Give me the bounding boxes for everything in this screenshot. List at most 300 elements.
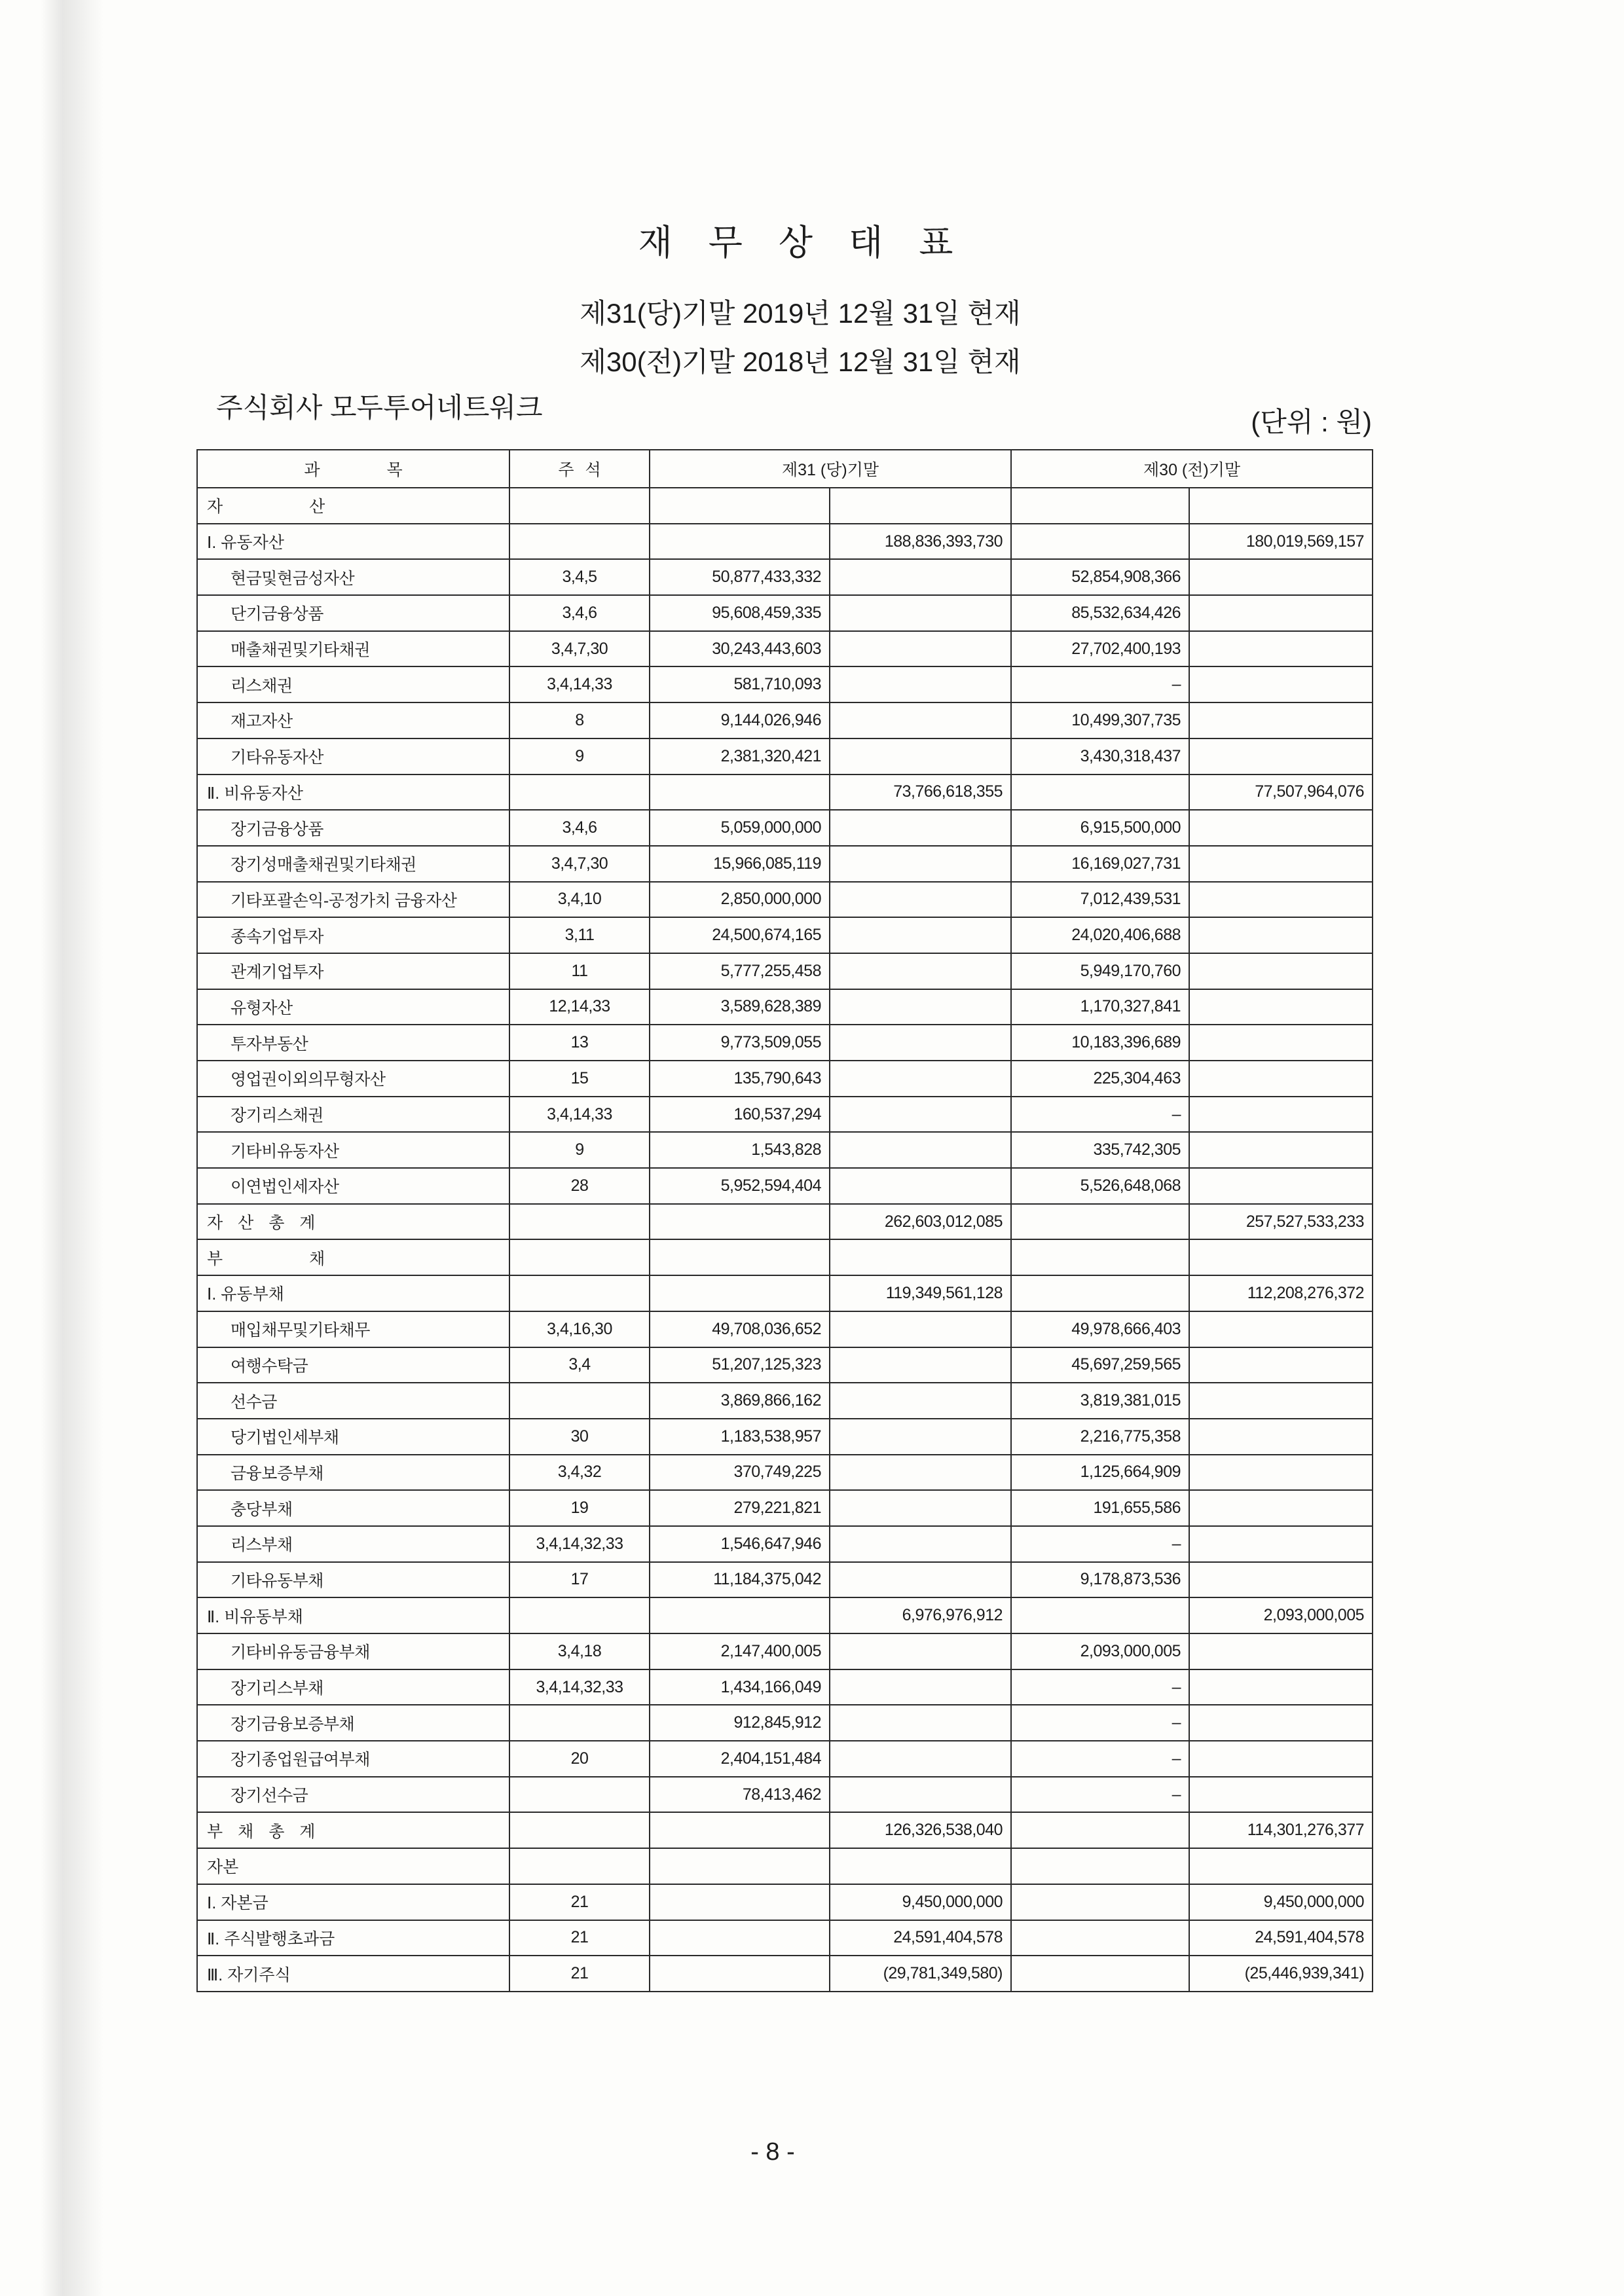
current-total-amount — [830, 953, 1011, 989]
note-cell: 12,14,33 — [509, 989, 650, 1025]
group-label: Ⅰ. 자본금 — [197, 1884, 509, 1920]
prior-total-amount — [1189, 846, 1373, 882]
current-total-amount — [830, 1097, 1011, 1133]
current-detail-amount: 15,966,085,119 — [650, 846, 830, 882]
current-detail-amount: 581,710,093 — [650, 666, 830, 702]
current-total-amount — [830, 488, 1011, 524]
balance-sheet-body — [197, 488, 1373, 1992]
current-detail-amount: 5,777,255,458 — [650, 953, 830, 989]
section-heading-row — [197, 488, 1373, 524]
prior-total-amount — [1189, 1562, 1373, 1598]
prior-detail-amount: – — [1011, 1705, 1189, 1741]
current-detail-amount: 51,207,125,323 — [650, 1347, 830, 1383]
current-total-amount — [830, 1455, 1011, 1491]
line-item-row — [197, 1777, 1373, 1813]
note-cell: 11 — [509, 953, 650, 989]
prior-detail-amount: 85,532,634,426 — [1011, 595, 1189, 631]
prior-total-amount: 24,591,404,578 — [1189, 1920, 1373, 1956]
note-cell: 28 — [509, 1168, 650, 1204]
group-label: Ⅰ. 유동자산 — [197, 524, 509, 560]
current-detail-amount: 1,183,538,957 — [650, 1419, 830, 1455]
account-label: 장기종업원급여부채 — [197, 1741, 509, 1777]
current-detail-amount: 24,500,674,165 — [650, 917, 830, 953]
account-label: 장기금융보증부채 — [197, 1705, 509, 1741]
note-cell — [509, 1812, 650, 1848]
current-total-amount: 188,836,393,730 — [830, 524, 1011, 560]
prior-detail-amount: – — [1011, 1777, 1189, 1813]
current-total-amount — [830, 1705, 1011, 1741]
prior-detail-amount: 3,819,381,015 — [1011, 1383, 1189, 1419]
current-total-amount — [830, 1526, 1011, 1562]
header-current-period: 제31 (당)기말 — [650, 450, 1011, 488]
current-detail-amount — [650, 1597, 830, 1633]
account-label: 당기법인세부채 — [197, 1419, 509, 1455]
current-total-amount — [830, 1633, 1011, 1669]
current-detail-amount — [650, 1884, 830, 1920]
prior-detail-amount — [1011, 488, 1189, 524]
section-heading-row — [197, 1239, 1373, 1275]
line-item-row — [197, 1669, 1373, 1705]
section-heading-row — [197, 1848, 1373, 1884]
prior-total-amount: 114,301,276,377 — [1189, 1812, 1373, 1848]
group-label: Ⅱ. 주식발행초과금 — [197, 1920, 509, 1956]
current-total-amount — [830, 1419, 1011, 1455]
current-detail-amount: 78,413,462 — [650, 1777, 830, 1813]
group-row — [197, 1956, 1373, 1992]
prior-total-amount — [1189, 1311, 1373, 1347]
prior-detail-amount — [1011, 774, 1189, 811]
line-item-row — [197, 595, 1373, 631]
prior-total-amount — [1189, 559, 1373, 595]
current-total-amount: 119,349,561,128 — [830, 1275, 1011, 1311]
current-detail-amount: 2,147,400,005 — [650, 1633, 830, 1669]
line-item-row — [197, 882, 1373, 918]
prior-total-amount — [1189, 1061, 1373, 1097]
current-detail-amount: 95,608,459,335 — [650, 595, 830, 631]
prior-detail-amount — [1011, 1956, 1189, 1992]
note-cell — [509, 1597, 650, 1633]
current-total-amount — [830, 1741, 1011, 1777]
prior-detail-amount: 27,702,400,193 — [1011, 631, 1189, 667]
prior-total-amount — [1189, 1419, 1373, 1455]
prior-detail-amount: 10,499,307,735 — [1011, 702, 1189, 738]
current-total-amount — [830, 666, 1011, 702]
prior-total-amount: 9,450,000,000 — [1189, 1884, 1373, 1920]
current-detail-amount: 9,773,509,055 — [650, 1025, 830, 1061]
account-label: 장기리스부채 — [197, 1669, 509, 1705]
header-note: 주 석 — [509, 450, 650, 488]
prior-total-amount — [1189, 1383, 1373, 1419]
header-account: 과 목 — [197, 450, 509, 488]
line-item-row — [197, 917, 1373, 953]
prior-detail-amount: 3,430,318,437 — [1011, 738, 1189, 774]
current-total-amount — [830, 846, 1011, 882]
account-label: 선수금 — [197, 1383, 509, 1419]
account-label: 충당부채 — [197, 1490, 509, 1526]
account-label: 기타비유동자산 — [197, 1132, 509, 1168]
prior-total-amount — [1189, 989, 1373, 1025]
prior-total-amount: (25,446,939,341) — [1189, 1956, 1373, 1992]
balance-sheet-table — [196, 449, 1373, 1992]
note-cell — [509, 1848, 650, 1884]
current-detail-amount — [650, 1204, 830, 1240]
line-item-row — [197, 738, 1373, 774]
current-detail-amount: 279,221,821 — [650, 1490, 830, 1526]
prior-total-amount: 77,507,964,076 — [1189, 774, 1373, 811]
current-total-amount — [830, 631, 1011, 667]
prior-total-amount — [1189, 1741, 1373, 1777]
account-label: 유형자산 — [197, 989, 509, 1025]
section-total-row — [197, 1204, 1373, 1240]
current-total-amount — [830, 1239, 1011, 1275]
account-label: 영업권이외의무형자산 — [197, 1061, 509, 1097]
current-total-amount — [830, 882, 1011, 918]
current-detail-amount: 3,589,628,389 — [650, 989, 830, 1025]
document-title: 재 무 상 태 표 — [638, 223, 953, 263]
current-detail-amount: 912,845,912 — [650, 1705, 830, 1741]
note-cell: 3,4,14,32,33 — [509, 1669, 650, 1705]
group-row — [197, 1920, 1373, 1956]
note-cell: 21 — [509, 1884, 650, 1920]
note-cell: 3,4,14,33 — [509, 666, 650, 702]
current-total-amount: 73,766,618,355 — [830, 774, 1011, 811]
prior-detail-amount — [1011, 1920, 1189, 1956]
note-cell — [509, 1383, 650, 1419]
prior-detail-amount: 10,183,396,689 — [1011, 1025, 1189, 1061]
account-label: 이연법인세자산 — [197, 1168, 509, 1204]
note-cell — [509, 488, 650, 524]
section-heading-label: 자 산 — [197, 488, 509, 524]
note-cell: 3,4,10 — [509, 882, 650, 918]
account-label: 금융보증부채 — [197, 1455, 509, 1491]
group-row — [197, 774, 1373, 811]
prior-detail-amount: 5,526,648,068 — [1011, 1168, 1189, 1204]
prior-detail-amount: – — [1011, 1526, 1189, 1562]
line-item-row — [197, 1705, 1373, 1741]
account-label: 장기금융상품 — [197, 810, 509, 846]
prior-detail-amount: 24,020,406,688 — [1011, 917, 1189, 953]
table-header-row — [197, 450, 1373, 488]
current-total-amount — [830, 989, 1011, 1025]
current-detail-amount: 370,749,225 — [650, 1455, 830, 1491]
line-item-row — [197, 810, 1373, 846]
prior-detail-amount: 335,742,305 — [1011, 1132, 1189, 1168]
current-total-amount: 262,603,012,085 — [830, 1204, 1011, 1240]
note-cell — [509, 1239, 650, 1275]
prior-detail-amount — [1011, 1848, 1189, 1884]
account-label: 관계기업투자 — [197, 953, 509, 989]
note-cell: 8 — [509, 702, 650, 738]
prior-total-amount — [1189, 1633, 1373, 1669]
note-cell: 3,11 — [509, 917, 650, 953]
prior-total-amount — [1189, 1669, 1373, 1705]
current-total-amount — [830, 1025, 1011, 1061]
current-total-amount — [830, 917, 1011, 953]
prior-detail-amount: 45,697,259,565 — [1011, 1347, 1189, 1383]
total-label: 자 산 총 계 — [197, 1204, 509, 1240]
prior-total-amount — [1189, 953, 1373, 989]
page-number: - 8 - — [750, 2138, 795, 2166]
note-cell — [509, 1777, 650, 1813]
company-name: 주식회사 모두투어네트워크 — [216, 392, 543, 423]
prior-detail-amount: 225,304,463 — [1011, 1061, 1189, 1097]
prior-total-amount — [1189, 1168, 1373, 1204]
current-total-amount: 6,976,976,912 — [830, 1597, 1011, 1633]
prior-total-amount — [1189, 488, 1373, 524]
prior-total-amount — [1189, 738, 1373, 774]
current-detail-amount — [650, 1848, 830, 1884]
prior-detail-amount: 49,978,666,403 — [1011, 1311, 1189, 1347]
prior-detail-amount: 6,915,500,000 — [1011, 810, 1189, 846]
prior-total-amount: 2,093,000,005 — [1189, 1597, 1373, 1633]
prior-detail-amount — [1011, 1597, 1189, 1633]
account-label: 장기선수금 — [197, 1777, 509, 1813]
prior-total-amount — [1189, 917, 1373, 953]
group-row — [197, 1597, 1373, 1633]
prior-detail-amount: 5,949,170,760 — [1011, 953, 1189, 989]
prior-detail-amount: 1,125,664,909 — [1011, 1455, 1189, 1491]
account-label: 매출채권및기타채권 — [197, 631, 509, 667]
scan-edge-shadow — [41, 0, 103, 2296]
prior-detail-amount: – — [1011, 1669, 1189, 1705]
account-label: 재고자산 — [197, 702, 509, 738]
line-item-row — [197, 1383, 1373, 1419]
current-total-amount — [830, 810, 1011, 846]
account-label: 기타유동자산 — [197, 738, 509, 774]
account-label: 투자부동산 — [197, 1025, 509, 1061]
current-detail-amount — [650, 1920, 830, 1956]
period-current: 제31(당)기말 2019년 12월 31일 현재 — [580, 298, 1021, 329]
prior-total-amount — [1189, 702, 1373, 738]
line-item-row — [197, 1061, 1373, 1097]
group-row — [197, 524, 1373, 560]
prior-detail-amount: – — [1011, 1741, 1189, 1777]
line-item-row — [197, 1132, 1373, 1168]
current-total-amount — [830, 1061, 1011, 1097]
current-detail-amount: 1,543,828 — [650, 1132, 830, 1168]
prior-total-amount — [1189, 1705, 1373, 1741]
account-label: 매입채무및기타채무 — [197, 1311, 509, 1347]
header-prior-period: 제30 (전)기말 — [1011, 450, 1373, 488]
account-label: 단기금융상품 — [197, 595, 509, 631]
prior-detail-amount: 191,655,586 — [1011, 1490, 1189, 1526]
current-total-amount — [830, 1347, 1011, 1383]
note-cell: 15 — [509, 1061, 650, 1097]
group-label: Ⅱ. 비유동자산 — [197, 774, 509, 811]
current-total-amount — [830, 1490, 1011, 1526]
line-item-row — [197, 1025, 1373, 1061]
current-total-amount: 9,450,000,000 — [830, 1884, 1011, 1920]
line-item-row — [197, 666, 1373, 702]
prior-detail-amount — [1011, 1275, 1189, 1311]
note-cell: 30 — [509, 1419, 650, 1455]
note-cell — [509, 1275, 650, 1311]
prior-detail-amount: 2,093,000,005 — [1011, 1633, 1189, 1669]
note-cell: 3,4,7,30 — [509, 846, 650, 882]
line-item-row — [197, 1311, 1373, 1347]
note-cell: 19 — [509, 1490, 650, 1526]
prior-detail-amount — [1011, 1812, 1189, 1848]
prior-total-amount — [1189, 1490, 1373, 1526]
note-cell: 3,4,14,32,33 — [509, 1526, 650, 1562]
prior-detail-amount — [1011, 524, 1189, 560]
note-cell: 3,4,32 — [509, 1455, 650, 1491]
line-item-row — [197, 989, 1373, 1025]
account-label: 기타비유동금융부채 — [197, 1633, 509, 1669]
note-cell: 3,4,18 — [509, 1633, 650, 1669]
current-detail-amount — [650, 1812, 830, 1848]
group-label: Ⅲ. 자기주식 — [197, 1956, 509, 1992]
prior-total-amount: 257,527,533,233 — [1189, 1204, 1373, 1240]
line-item-row — [197, 846, 1373, 882]
current-detail-amount: 5,059,000,000 — [650, 810, 830, 846]
note-cell: 21 — [509, 1920, 650, 1956]
prior-total-amount — [1189, 1455, 1373, 1491]
current-detail-amount: 2,404,151,484 — [650, 1741, 830, 1777]
account-label: 여행수탁금 — [197, 1347, 509, 1383]
line-item-row — [197, 1097, 1373, 1133]
prior-total-amount — [1189, 882, 1373, 918]
current-total-amount — [830, 1168, 1011, 1204]
current-total-amount — [830, 559, 1011, 595]
account-label: 리스채권 — [197, 666, 509, 702]
current-total-amount — [830, 1669, 1011, 1705]
prior-total-amount — [1189, 1526, 1373, 1562]
current-total-amount: 126,326,538,040 — [830, 1812, 1011, 1848]
prior-detail-amount: – — [1011, 666, 1189, 702]
total-label: 부 채 총 계 — [197, 1812, 509, 1848]
line-item-row — [197, 1562, 1373, 1598]
current-total-amount: 24,591,404,578 — [830, 1920, 1011, 1956]
prior-total-amount: 112,208,276,372 — [1189, 1275, 1373, 1311]
current-detail-amount — [650, 1275, 830, 1311]
note-cell — [509, 1705, 650, 1741]
prior-total-amount: 180,019,569,157 — [1189, 524, 1373, 560]
current-detail-amount: 11,184,375,042 — [650, 1562, 830, 1598]
current-detail-amount: 30,243,443,603 — [650, 631, 830, 667]
current-detail-amount: 9,144,026,946 — [650, 702, 830, 738]
current-total-amount — [830, 1311, 1011, 1347]
note-cell: 9 — [509, 738, 650, 774]
line-item-row — [197, 1347, 1373, 1383]
current-detail-amount — [650, 1239, 830, 1275]
line-item-row — [197, 953, 1373, 989]
current-detail-amount: 3,869,866,162 — [650, 1383, 830, 1419]
current-detail-amount: 2,850,000,000 — [650, 882, 830, 918]
line-item-row — [197, 559, 1373, 595]
account-label: 장기리스채권 — [197, 1097, 509, 1133]
current-detail-amount — [650, 488, 830, 524]
current-detail-amount — [650, 774, 830, 811]
note-cell: 3,4,7,30 — [509, 631, 650, 667]
current-detail-amount: 50,877,433,332 — [650, 559, 830, 595]
line-item-row — [197, 1633, 1373, 1669]
current-detail-amount: 160,537,294 — [650, 1097, 830, 1133]
prior-detail-amount: 9,178,873,536 — [1011, 1562, 1189, 1598]
current-detail-amount — [650, 524, 830, 560]
note-cell: 13 — [509, 1025, 650, 1061]
note-cell — [509, 1204, 650, 1240]
prior-detail-amount — [1011, 1884, 1189, 1920]
note-cell: 20 — [509, 1741, 650, 1777]
note-cell: 3,4,14,33 — [509, 1097, 650, 1133]
line-item-row — [197, 1490, 1373, 1526]
note-cell: 3,4 — [509, 1347, 650, 1383]
current-total-amount — [830, 1383, 1011, 1419]
group-row — [197, 1884, 1373, 1920]
period-prior: 제30(전)기말 2018년 12월 31일 현재 — [580, 346, 1021, 377]
prior-detail-amount: – — [1011, 1097, 1189, 1133]
line-item-row — [197, 702, 1373, 738]
current-total-amount — [830, 1777, 1011, 1813]
note-cell: 3,4,5 — [509, 559, 650, 595]
note-cell: 3,4,6 — [509, 595, 650, 631]
current-total-amount — [830, 595, 1011, 631]
prior-total-amount — [1189, 666, 1373, 702]
account-label: 기타유동부채 — [197, 1562, 509, 1598]
unit-label: (단위 : 원) — [1251, 407, 1372, 437]
current-total-amount — [830, 1562, 1011, 1598]
prior-total-amount — [1189, 595, 1373, 631]
prior-total-amount — [1189, 1025, 1373, 1061]
prior-detail-amount — [1011, 1204, 1189, 1240]
note-cell: 21 — [509, 1956, 650, 1992]
line-item-row — [197, 1168, 1373, 1204]
group-label: Ⅱ. 비유동부채 — [197, 1597, 509, 1633]
note-cell — [509, 524, 650, 560]
note-cell: 9 — [509, 1132, 650, 1168]
group-label: Ⅰ. 유동부채 — [197, 1275, 509, 1311]
account-label: 현금및현금성자산 — [197, 559, 509, 595]
line-item-row — [197, 1741, 1373, 1777]
prior-detail-amount — [1011, 1239, 1189, 1275]
prior-detail-amount: 16,169,027,731 — [1011, 846, 1189, 882]
current-total-amount — [830, 1132, 1011, 1168]
note-cell: 17 — [509, 1562, 650, 1598]
prior-total-amount — [1189, 1848, 1373, 1884]
line-item-row — [197, 631, 1373, 667]
prior-total-amount — [1189, 1777, 1373, 1813]
group-row — [197, 1275, 1373, 1311]
line-item-row — [197, 1419, 1373, 1455]
prior-total-amount — [1189, 1347, 1373, 1383]
line-item-row — [197, 1526, 1373, 1562]
prior-detail-amount: 7,012,439,531 — [1011, 882, 1189, 918]
current-total-amount: (29,781,349,580) — [830, 1956, 1011, 1992]
prior-total-amount — [1189, 810, 1373, 846]
prior-detail-amount: 2,216,775,358 — [1011, 1419, 1189, 1455]
prior-total-amount — [1189, 1097, 1373, 1133]
note-cell: 3,4,16,30 — [509, 1311, 650, 1347]
section-total-row — [197, 1812, 1373, 1848]
section-heading-label: 부 채 — [197, 1239, 509, 1275]
current-total-amount — [830, 738, 1011, 774]
note-cell — [509, 774, 650, 811]
account-label: 기타포괄손익-공정가치 금융자산 — [197, 882, 509, 918]
current-total-amount — [830, 1848, 1011, 1884]
account-label: 장기성매출채권및기타채권 — [197, 846, 509, 882]
current-detail-amount: 2,381,320,421 — [650, 738, 830, 774]
current-detail-amount — [650, 1956, 830, 1992]
current-detail-amount: 135,790,643 — [650, 1061, 830, 1097]
current-detail-amount: 5,952,594,404 — [650, 1168, 830, 1204]
current-detail-amount: 49,708,036,652 — [650, 1311, 830, 1347]
prior-total-amount — [1189, 1239, 1373, 1275]
account-label: 리스부채 — [197, 1526, 509, 1562]
prior-detail-amount: 1,170,327,841 — [1011, 989, 1189, 1025]
note-cell: 3,4,6 — [509, 810, 650, 846]
line-item-row — [197, 1455, 1373, 1491]
